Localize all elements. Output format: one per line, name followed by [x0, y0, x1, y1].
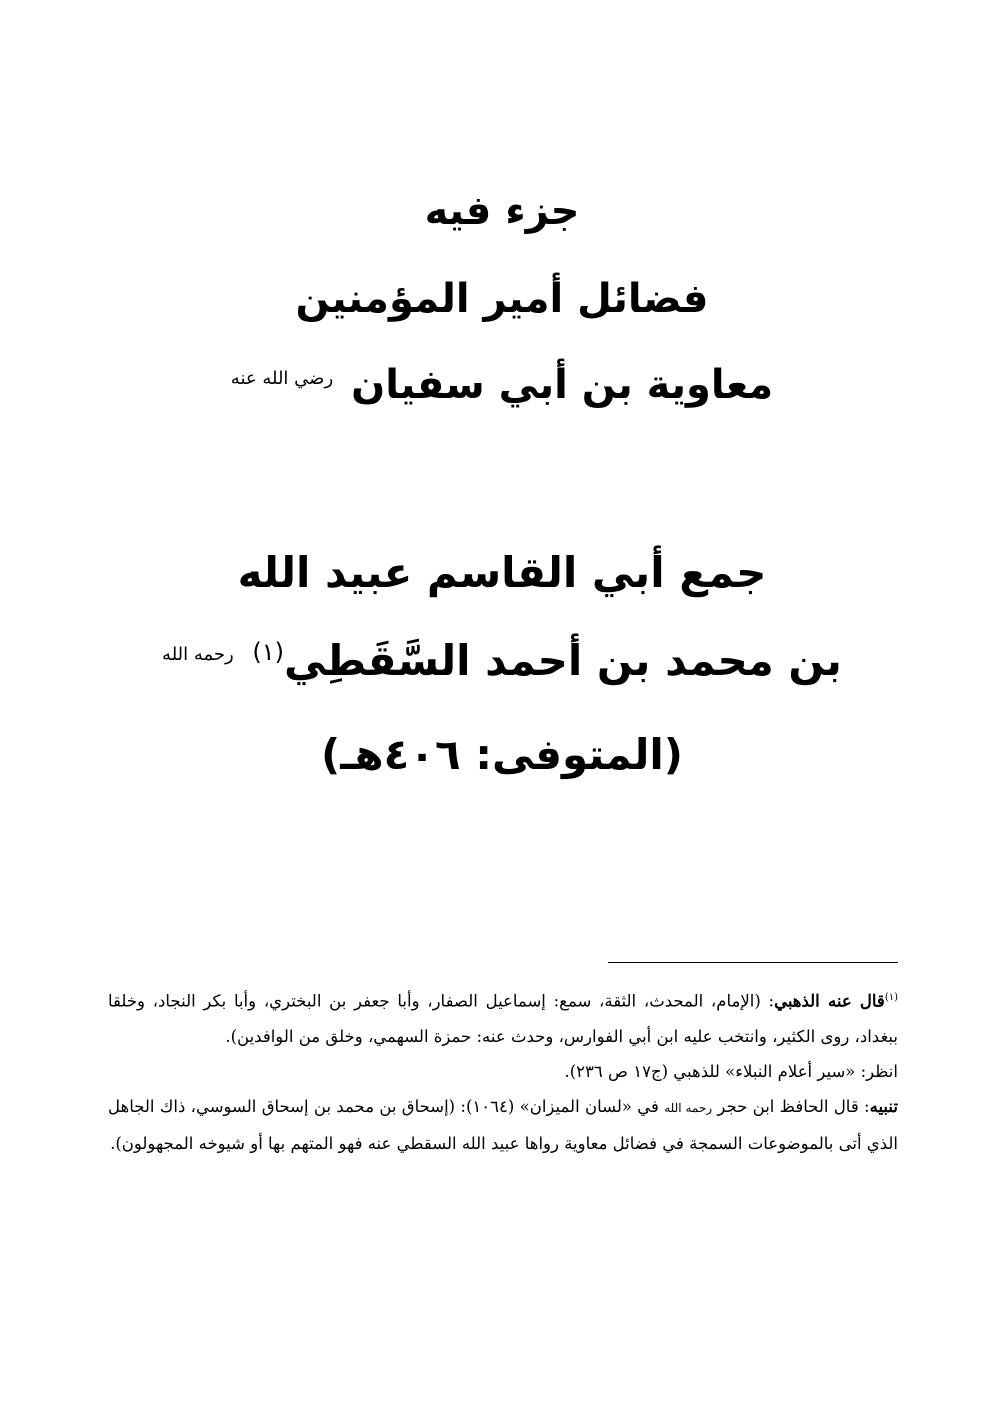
- honorific-rahimahullah: رحمه الله: [162, 644, 234, 665]
- footnote-note-text-before: : قال الحافظ ابن حجر: [717, 1096, 870, 1116]
- honorific-radiyallahu: رضي الله عنه: [230, 367, 334, 389]
- title-line-2: فضائل أمير المؤمنين: [295, 276, 709, 322]
- footnote-note-text-after: في «لسان الميزان» (١٠٦٤): (إسحاق بن محمد بن إسحاق السوسي، ذاك الجاهل الذي أتى بالموضوعات السمجة في فضائل معاوية رواها عبيد الله السقطي عنه فهو المتهم بها أو شيوخه المجهولون).: [108, 1096, 898, 1153]
- author-line-1: جمع أبي القاسم عبيد الله: [237, 548, 767, 597]
- footnote-source: انظر: «سير أعلام النبلاء» للذهبي (ج١٧ ص ٢٣٦).: [564, 1061, 898, 1081]
- death-date: (المتوفى: ٤٠٦هـ): [321, 730, 683, 779]
- footnote-reference[interactable]: (١): [252, 638, 285, 666]
- title-line-3: [0, 362, 1004, 408]
- author-name: بن محمد بن أحمد السَّقَطِي: [284, 636, 842, 685]
- title-line-1: جزء فيه: [424, 188, 580, 234]
- footnote-separator: [608, 962, 898, 963]
- footnote-note: [108, 1089, 898, 1161]
- footnote-dhahabi: [108, 980, 898, 1054]
- author-line-2: [0, 636, 1004, 685]
- footnote-note-label: تنبيه: [869, 1096, 898, 1116]
- footnote-dhahabi-label: قال عنه الذهبي: [774, 991, 885, 1011]
- footnotes: [108, 980, 898, 1161]
- title-line-3-text: معاوية بن أبي سفيان: [351, 362, 774, 408]
- footnote-number: (١): [884, 992, 898, 1003]
- footnote-honorific: رحمه الله: [664, 1100, 713, 1115]
- footnote-dhahabi-text: : (الإمام، المحدث، الثقة، سمع: إسماعيل الصفار، وأبا جعفر بن البختري، وأبا بكر النجاد، وخلقا ببغداد، روى الكثير، وانتخب عليه ابن أبي الفوارس، وحدث عنه: حمزة السهمي، وخلق من الوافدين).: [108, 991, 898, 1046]
